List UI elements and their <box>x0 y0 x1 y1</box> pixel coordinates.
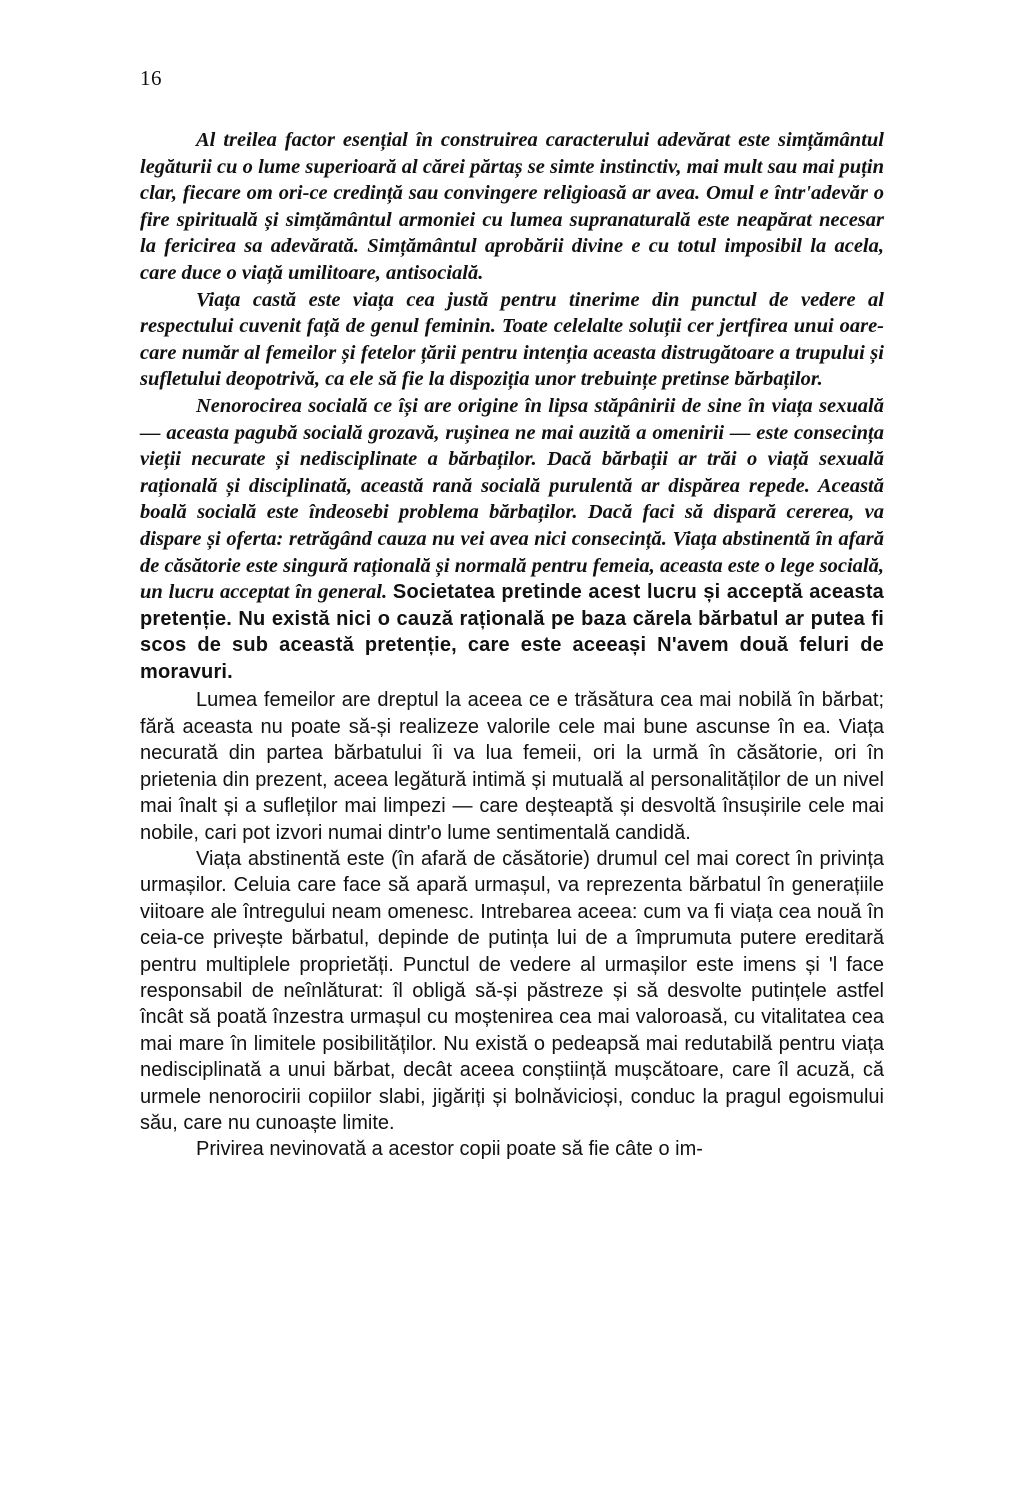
paragraph-chaste-life: Viața castă este viața cea justă pentru tinerime din punctul de vedere al respectului cuvenit față de genul feminin. Toate celelalte soluții cer jertfirea unui oare-care număr al femeilor și fetelor țării pentru intenția aceasta distrugătoare a trupului și sufletului deopotrivă, ca ele să fie la dispoziția unor trebuințe pretinse bărbaților. <box>140 288 884 391</box>
page-body <box>140 127 884 1163</box>
paragraph-social-misfortune-bold: Societatea pretinde acest lucru și acceptă aceasta pretenție. Nu există nici o cauză rațională pe baza cărela bărbatul ar putea fi scos de sub această pretenție, care este aceeași N'avem două feluri de moravuri. <box>140 581 885 683</box>
paragraph-third-factor: Al treilea factor esențial în construirea caracterului adevărat este simțământul legăturii cu o lume superioară al cărei părtaș se simte instinctiv, mai mult sau mai puțin clar, fiecare om ori-ce credință sau convingere religioasă ar avea. Omul e într'adevăr o fire spirituală și simțământul armoniei cu lumea supranaturală este neapărat necesar la fericirea sa adevărată. Simțământul aprobării divine e cu totul imposibil la acela, care duce o viață umilitoare, antisocială. <box>140 129 884 284</box>
paragraph-women-world: Lumea femeilor are dreptul la aceea ce e trăsătura cea mai nobilă în bărbat; fără aceasta nu poate să-și realizeze valorile cele mai bune ascunse în ea. Viața necurată din partea bărbatului îi va lua femeii, ori la urmă în căsătorie, ori în prietenia din prezent, aceea legătură intimă și mutuală al personalităților de un nivel mai înalt și a sufleților mai limpezi — care deșteaptă și desvoltă însușirile cele mai nobile, cari pot izvori numai dintr'o lume sentimentală candidă. <box>140 689 884 844</box>
roman-section <box>140 687 884 1162</box>
paragraph-social-misfortune <box>140 393 884 686</box>
paragraph-social-misfortune-italic: Nenorocirea socială ce își are origine în lipsa stăpânirii de sine în viața sexuală — aceasta pagubă socială grozavă, rușinea ne mai auzită a omenirii — este consecința vieții necurate și nedisciplinate a bărbaților. Dacă bărbații ar trăi o viață sexuală rațională și disciplinată, această rană socială purulentă ar dispărea repede. Această boală socială este îndeosebi problema bărbaților. Dacă faci să dispară cererea, va dispare și oferta: retrăgând cauza nu vei avea nici consecință. Viața abstinentă în afară de căsătorie este singură rațională și normală pentru femeia, aceasta este o lege socială, un lucru acceptat în general. <box>140 394 884 604</box>
paragraph-abstinent-life: Viața abstinentă este (în afară de căsătorie) drumul cel mai corect în privința urmașilor. Celuia care face să apară urmașul, va reprezenta bărbatul în generațiile viitoare ale întregului neam omenesc. Intrebarea aceea: cum va fi viața cea nouă în ceia-ce privește bărbatul, depinde de putința lui de a împrumuta putere ereditară pentru multiplele proprietăți. Punctul de vedere al urmașilor este imens și 'l face responsabil de neînlăturat: îl obligă să-și păstreze și să desvolte putințele astfel încât să poată înzestra urmașul cu moștenirea cea mai valoroasă, cu vitalitatea cea mai mare în limitele posibilităților. Nu există o pedeapsă mai redutabilă pentru viața nedisciplinată a unui bărbat, decât aceea conștiință mușcătoare, care îl acuză, că urmele nenorocirii copiilor slabi, jigăriți și bolnăvicioși, conduc la pragul egoismului său, care nu cunoaște limite. <box>140 847 884 1134</box>
italic-section <box>140 127 884 685</box>
page-number: 16 <box>140 66 162 90</box>
paragraph-innocent-gaze: Privirea nevinovată a acestor copii poate să fie câte o im- <box>196 1138 703 1161</box>
